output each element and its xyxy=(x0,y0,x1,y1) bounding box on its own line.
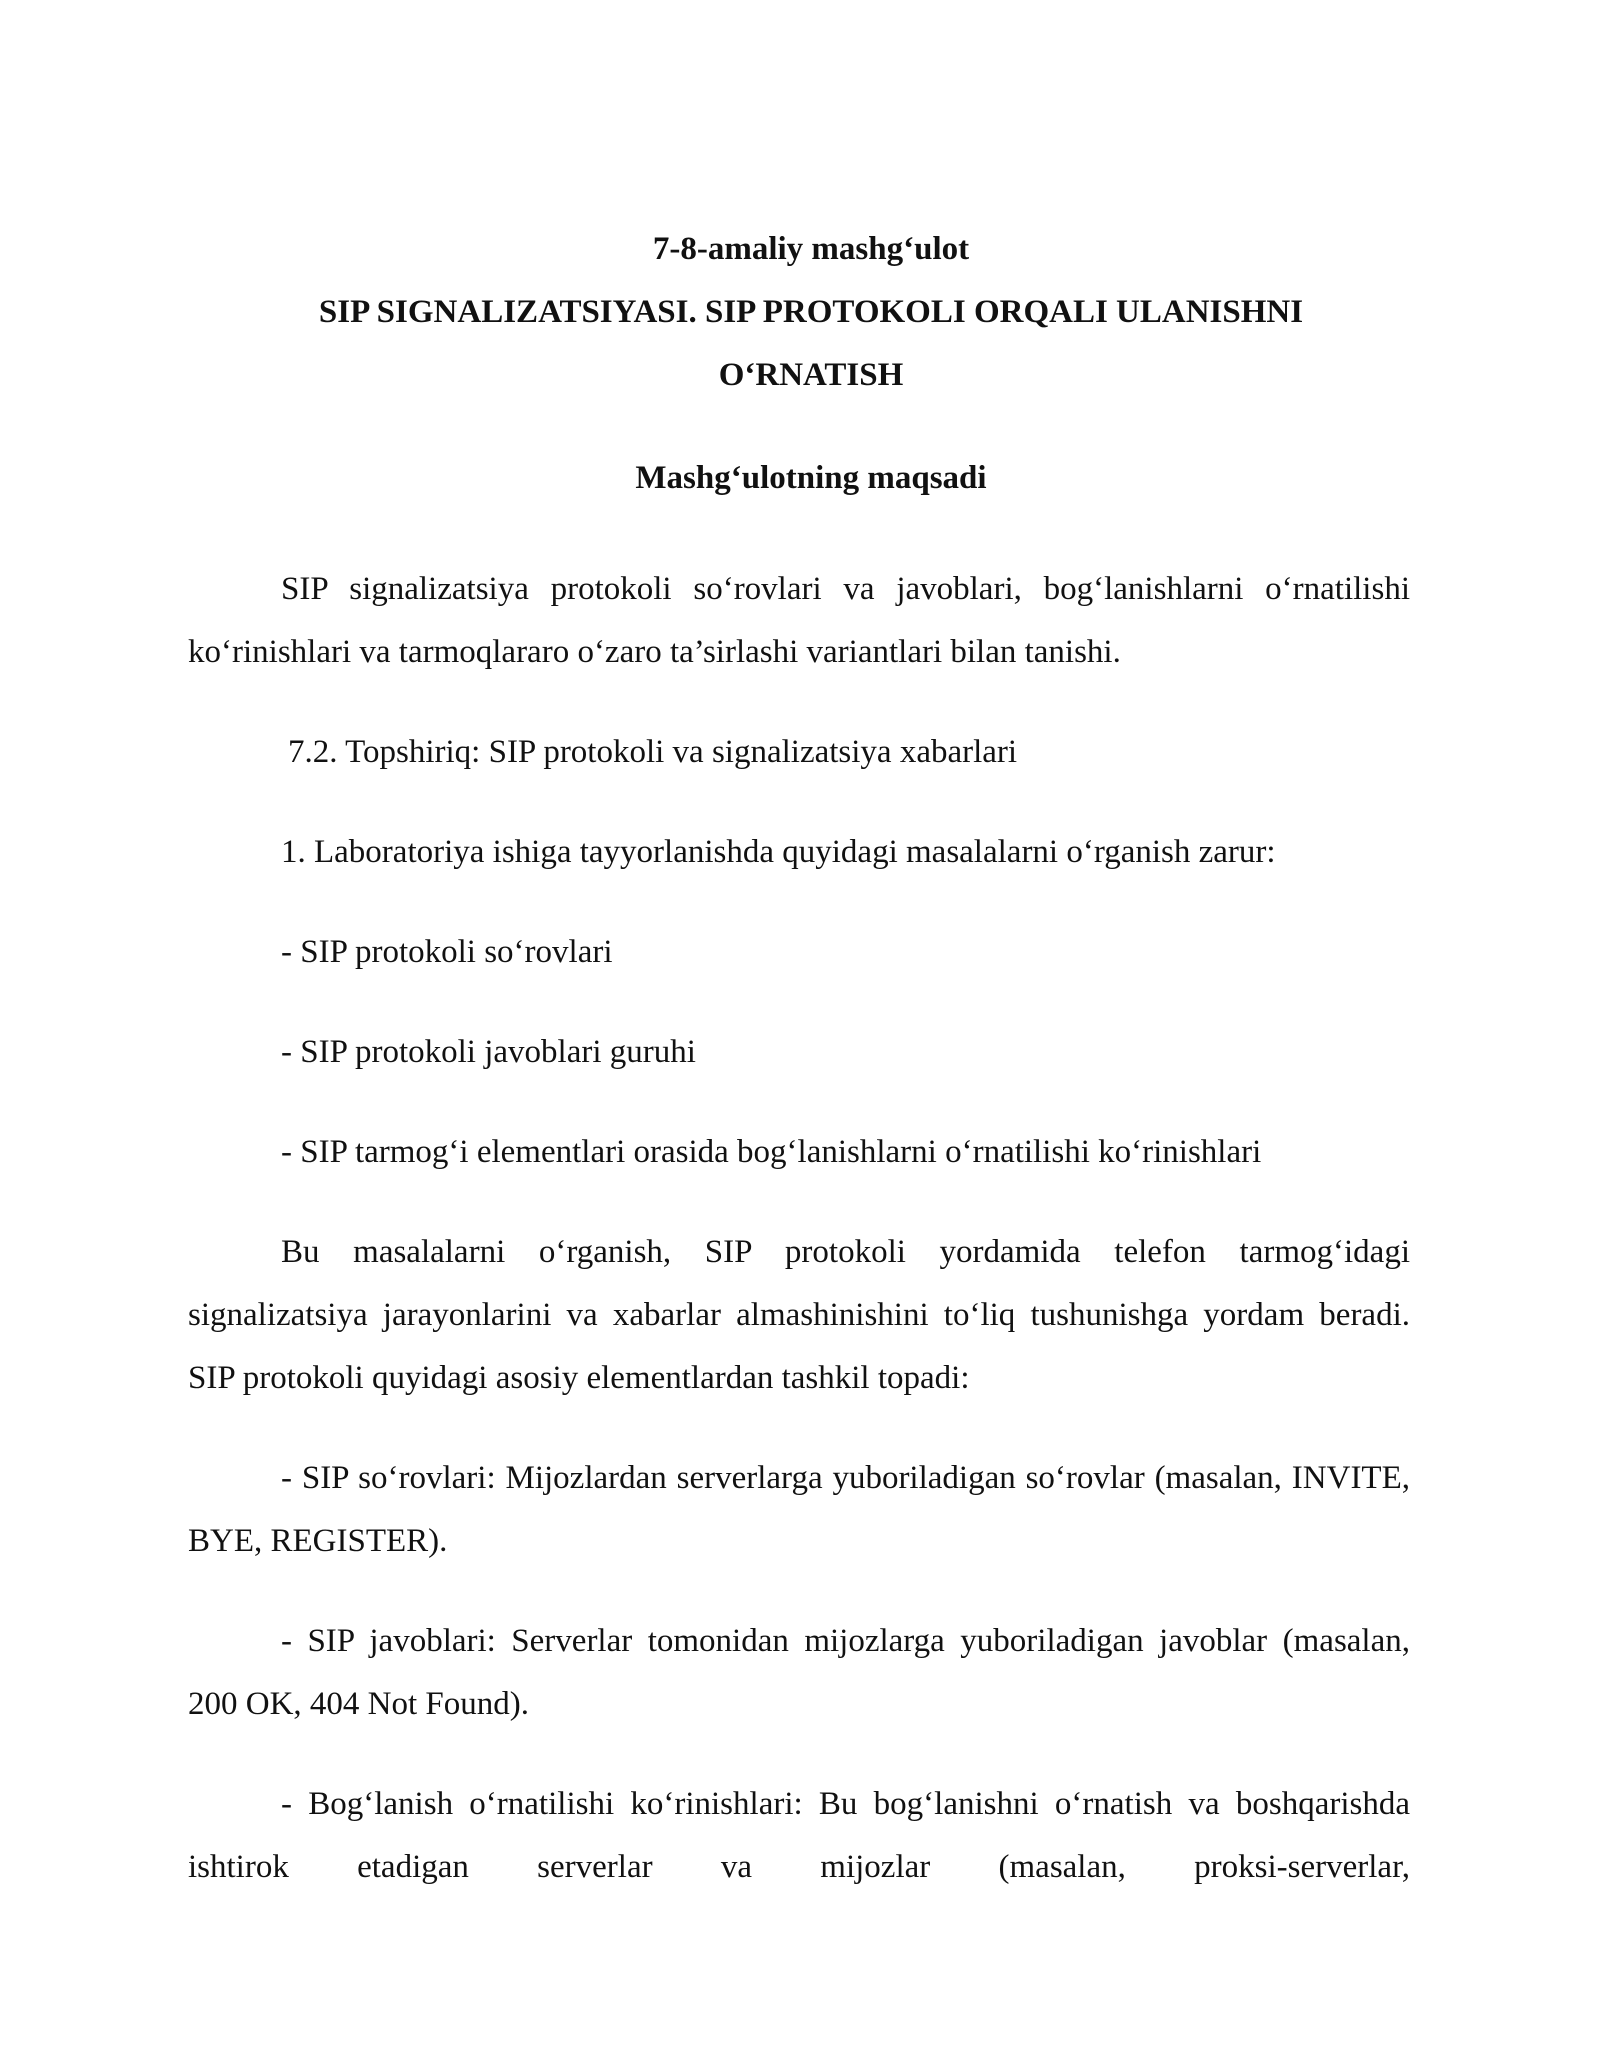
goal-paragraph: SIP signalizatsiya protokoli so‘rovlari va javoblari, bog‘lanishlarni o‘rnatilishi ko‘rinishlari va tarmoqlararo o‘zaro ta’sirlashi variantlari bilan tanishi. xyxy=(188,571,1410,670)
explanation-paragraph: Bu masalalarni o‘rganish, SIP protokoli yordamida telefon tarmog‘idagi signalizatsiya jarayonlarini va xabarlar almashinishini to‘liq tushunishga yordam beradi. SIP protokoli quyidagi asosiy elementlardan tashkil topadi: xyxy=(188,1234,1410,1396)
task-heading: 7.2. Topshiriq: SIP protokoli va signalizatsiya xabarlari xyxy=(288,734,1018,770)
title-block xyxy=(212,218,1410,510)
list-item-responses: - SIP protokoli javoblari guruhi xyxy=(281,1034,696,1070)
element-sip-responses: - SIP javoblari: Serverlar tomonidan mijozlarga yuboriladigan javoblar (masalan, 200 OK, 404 Not Found). xyxy=(188,1623,1410,1722)
document-content xyxy=(188,218,1410,1899)
list-item-requests: - SIP protokoli so‘rovlari xyxy=(281,934,613,970)
list-item-connection-types: - SIP tarmog‘i elementlari orasida bog‘lanishlarni o‘rnatilishi ko‘rinishlari xyxy=(281,1134,1262,1170)
title-line-1: SIP SIGNALIZATSIYASI. SIP PROTOKOLI ORQALI ULANISHNI xyxy=(318,294,1304,330)
element-connection-types: - Bog‘lanish o‘rnatilishi ko‘rinishlari: Bu bog‘lanishni o‘rnatish va boshqarishda ishtirok etadigan serverlar va mijozlar (masalan, proksi-serverlar, xyxy=(188,1786,1410,1885)
element-sip-requests: - SIP so‘rovlari: Mijozlardan serverlarga yuboriladigan so‘rovlar (masalan, INVITE, BYE, REGISTER). xyxy=(188,1460,1410,1559)
prep-instruction: 1. Laboratoriya ishiga tayyorlanishda quyidagi masalalarni o‘rganish zarur: xyxy=(281,834,1276,870)
title-line-2: O‘RNATISH xyxy=(718,357,904,393)
lesson-label: 7-8-amaliy mashg‘ulot xyxy=(652,231,970,267)
section-heading: Mashg‘ulotning maqsadi xyxy=(635,460,987,496)
